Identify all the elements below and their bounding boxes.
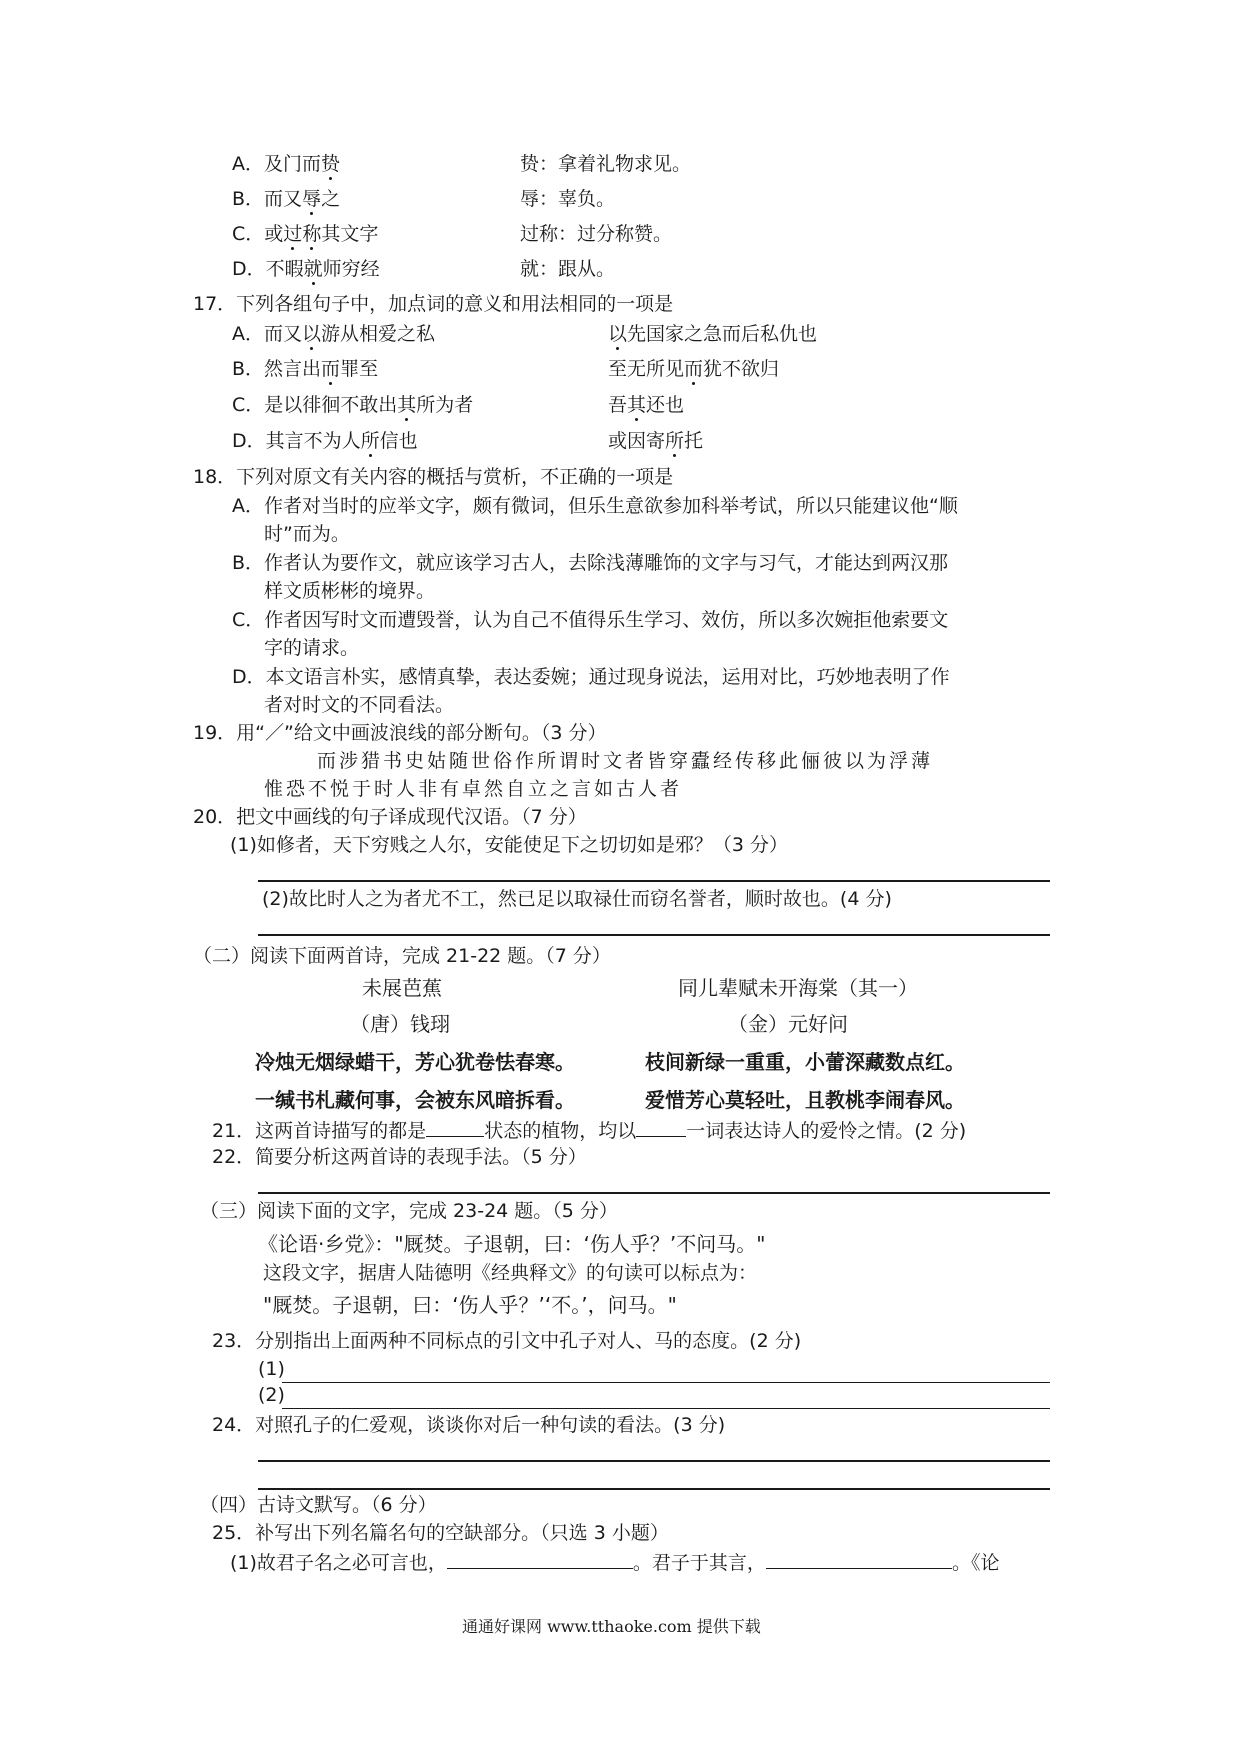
q18-option-a: A．作者对当时的应举文字，颇有微词，但乐生意欲参加科举考试，所以只能建议他“顺 — [232, 495, 958, 517]
q25-item-text: (1)故君子名之必可言也， — [230, 1552, 447, 1574]
option-text: 师穷经 — [322, 258, 380, 280]
option-text: 或 — [264, 223, 284, 245]
page-footer: 通通好课网 www.tthaoke.com 提供下载 — [462, 1617, 761, 1636]
answer-line — [258, 934, 1050, 936]
option-text: D．其言不为人 — [232, 430, 361, 452]
q20-stem: 20．把文中画线的句子译成现代汉语。（7 分） — [193, 806, 587, 828]
analects-quote: 《论语·乡党》："厩焚。子退朝，曰：‘伤人乎？’不问马。" — [258, 1232, 766, 1256]
section-2-heading: （二）阅读下面两首诗，完成 21-22 题。（7 分） — [193, 945, 611, 967]
q16-gloss-a: 贽：拿着礼物求见。 — [520, 153, 692, 175]
option-text: 其文字 — [321, 223, 379, 245]
punctuation-note: 这段文字，据唐人陆德明《经典释文》的句读可以标点为： — [263, 1262, 758, 1284]
emphasized-char: 以 — [302, 323, 322, 345]
option-key: B． — [232, 188, 265, 210]
q18-stem: 18．下列对原文有关内容的概括与赏析，不正确的一项是 — [193, 466, 674, 488]
answer-line — [258, 1192, 1050, 1194]
emphasized-char: 其 — [397, 394, 417, 416]
q18-option-c-cont: 字的请求。 — [264, 637, 360, 659]
poem-2-title: 同儿辈赋未开海棠（其一） — [678, 976, 918, 1000]
q25-item-1 — [230, 1550, 999, 1575]
poem-1-author: （唐）钱珝 — [350, 1012, 450, 1036]
answer-line — [258, 880, 1050, 882]
emphasized-char: 而 — [321, 358, 341, 380]
q16-gloss-c: 过称：过分称赞。 — [520, 223, 673, 245]
q19-passage-line2: 惟恐不悦于时人非有卓然自立之言如古人者 — [264, 778, 683, 800]
q16-option-b — [232, 188, 340, 211]
option-text: 还也 — [646, 394, 685, 416]
option-text: C．是以徘徊不敢出 — [232, 394, 398, 416]
q25-text: 25．补写出下列名篇名句的空缺部分。（只选 3 小题） — [212, 1522, 669, 1544]
q16-gloss-b: 辱：辜负。 — [520, 188, 616, 210]
option-text: 及门而 — [264, 153, 322, 175]
option-text: 吾 — [608, 394, 628, 416]
q21-text — [212, 1118, 966, 1143]
emphasized-char: 其 — [627, 394, 647, 416]
q18-option-d: D．本文语言朴实，感情真挚，表达委婉；通过现身说法，运用对比，巧妙地表明了作 — [232, 666, 950, 688]
answer-line — [258, 1488, 1050, 1490]
option-text: 犹不欲归 — [703, 358, 780, 380]
q18-option-b-cont: 样文质彬彬的境界。 — [264, 580, 436, 602]
q19-passage-line1: 而涉猎书史姑随世俗作所谓时文者皆穿蠹经传移此俪彼以为浮薄 — [317, 750, 934, 772]
alternate-punctuation: "厩焚。子退朝，曰：‘伤人乎？’‘不。’，问马。" — [263, 1293, 677, 1317]
poem-1-line-2: 一缄书札藏何事，会被东风暗拆看。 — [255, 1088, 575, 1112]
option-text: A．而又 — [232, 323, 302, 345]
option-text: 所为者 — [416, 394, 474, 416]
option-text: 信也 — [379, 430, 418, 452]
option-text: B．然言出 — [232, 358, 322, 380]
q19-stem: 19．用“／”给文中画波浪线的部分断句。（3 分） — [193, 722, 607, 744]
q20-sentence-2: (2)故比时人之为者尤不工，然已足以取禄仕而窃名誉者，顺时故也。(4 分) — [262, 888, 892, 910]
emphasized-char: 而 — [684, 358, 704, 380]
emphasized-char: 所 — [360, 430, 380, 452]
q17-option-a-right — [608, 323, 817, 346]
option-text: 游从相爱之私 — [321, 323, 436, 345]
option-text: 至无所见 — [608, 358, 685, 380]
emphasized-char: 以 — [608, 323, 628, 345]
q23-label-1: (1) — [258, 1358, 285, 1380]
q25-item-text: 。《论 — [951, 1552, 1000, 1574]
q17-option-b-left — [232, 358, 378, 381]
q24-text: 24．对照孔子的仁爱观，谈谈你对后一种句读的看法。(3 分) — [212, 1414, 726, 1436]
q17-option-a-left — [232, 323, 435, 346]
option-key: A． — [232, 153, 264, 175]
poem-1-title: 未展芭蕉 — [362, 976, 442, 1000]
q20-sentence-1: (1)如修者，天下穷贱之人尔，安能使足下之切切如是邪？（3 分） — [230, 834, 789, 856]
poem-2-author: （金）元好问 — [728, 1012, 848, 1036]
q18-option-d-cont: 者对时文的不同看法。 — [264, 694, 455, 716]
option-text: 托 — [684, 430, 704, 452]
q23-label-2: (2) — [258, 1384, 285, 1406]
option-text: 或因寄 — [608, 430, 666, 452]
emphasized-char: 就 — [303, 258, 323, 280]
q18-option-c: C．作者因写时文而遭毁誉，认为自己不值得乐生学习、效仿，所以多次婉拒他索要文 — [232, 609, 949, 631]
section-4-heading: （四）古诗文默写。（6 分） — [200, 1494, 437, 1516]
option-text: 而又 — [264, 188, 303, 210]
section-3-heading: （三）阅读下面的文字，完成 23-24 题。（5 分） — [200, 1200, 618, 1222]
emphasized-char: 过 — [283, 223, 303, 245]
emphasized-char: 辱 — [302, 188, 322, 210]
option-key: D． — [232, 258, 266, 280]
q21-prompt: 一词表达诗人的爱怜之情。(2 分) — [686, 1120, 967, 1142]
q25-blank-2[interactable] — [766, 1550, 952, 1569]
q17-stem: 17．下列各组句子中，加点词的意义和用法相同的一项是 — [193, 293, 674, 315]
q22-text: 22．简要分析这两首诗的表现手法。（5 分） — [212, 1146, 587, 1168]
q17-option-d-left — [232, 430, 418, 453]
q16-option-a — [232, 153, 340, 176]
q16-option-c — [232, 223, 378, 246]
q17-option-c-right — [608, 394, 684, 417]
option-key: C． — [232, 223, 265, 245]
poem-2-line-1: 枝间新绿一重重，小蕾深藏数点红。 — [645, 1050, 965, 1074]
emphasized-char: 称 — [302, 223, 322, 245]
emphasized-char: 所 — [665, 430, 685, 452]
q23-text: 23．分别指出上面两种不同标点的引文中孔子对人、马的态度。(2 分) — [212, 1330, 802, 1352]
q23-answer-line-2[interactable] — [282, 1408, 1050, 1409]
q23-answer-line-1[interactable] — [282, 1382, 1050, 1383]
q25-blank-1[interactable] — [447, 1550, 633, 1569]
emphasized-char: 贽 — [321, 153, 341, 175]
q21-blank-1[interactable] — [426, 1118, 484, 1137]
option-text: 不暇 — [265, 258, 304, 280]
q21-prompt: 21．这两首诗描写的都是 — [212, 1120, 427, 1142]
q18-option-a-cont: 时”而为。 — [264, 523, 350, 545]
option-text: 罪至 — [340, 358, 379, 380]
poem-1-line-1: 冷烛无烟绿蜡干，芳心犹卷怯春寒。 — [255, 1050, 575, 1074]
q25-item-text: 。君子于其言， — [632, 1552, 766, 1574]
q21-prompt: 状态的植物，均以 — [484, 1120, 637, 1142]
poem-2-line-2: 爱惜芳心莫轻吐，且教桃李闹春风。 — [645, 1088, 965, 1112]
option-text: 之 — [321, 188, 341, 210]
q17-option-d-right — [608, 430, 703, 453]
q16-gloss-d: 就：跟从。 — [520, 258, 616, 280]
option-text: 先国家之急而后私仇也 — [627, 323, 818, 345]
answer-line — [258, 1460, 1050, 1462]
q17-option-c-left — [232, 394, 473, 417]
q16-option-d — [232, 258, 380, 281]
q17-option-b-right — [608, 358, 779, 381]
q21-blank-2[interactable] — [636, 1118, 686, 1137]
q18-option-b: B．作者认为要作文，就应该学习古人，去除浅薄雕饰的文字与习气，才能达到两汉那 — [232, 552, 949, 574]
